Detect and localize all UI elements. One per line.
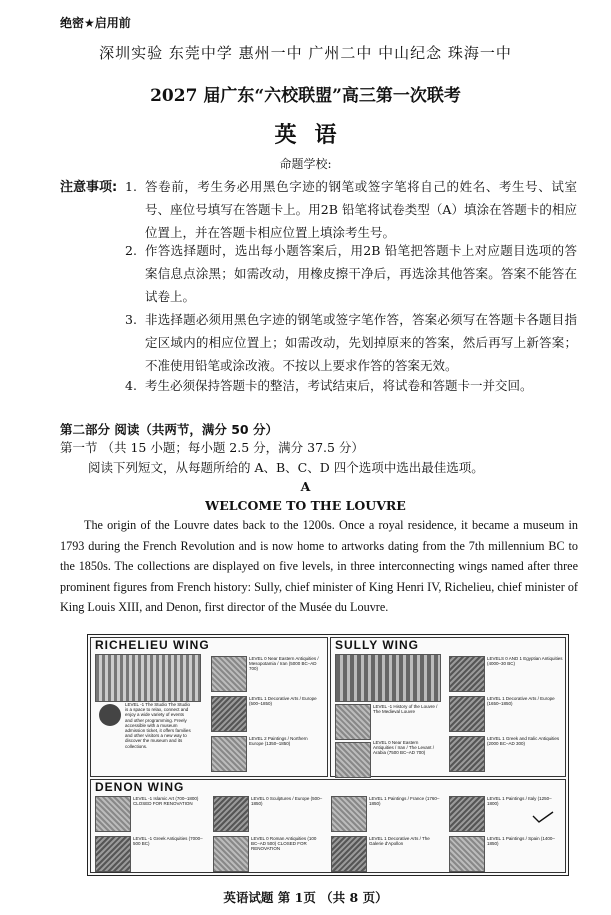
artwork-image — [449, 656, 485, 692]
passage-text: The origin of the Louvre dates back to the 1200s. Once a royal residence, it became a museum in 1793 during the French Revolution and is now home to artworks dating from the 7th millennium BC to the 1850s. The collections are displayed on five levels, in three interconnecting wings named after three prominent figures from French history: Sully, chief minister of King Henri IV, Richelieu, chief minister of King Louis XIII, and Denon, first director of the Musée du Louvre. — [60, 518, 578, 614]
artwork-image — [335, 742, 371, 778]
passage-letter: A — [300, 479, 311, 494]
artwork-image — [335, 704, 371, 740]
artwork-image — [213, 796, 249, 832]
artwork-image — [331, 796, 367, 832]
note-text: 答卷前，考生务必用黑色字迹的钢笔或签字笔将自己的姓名、考生号、试室号、座位号填写在答题卡上。用2B 铅笔将试卷类型（A）填涂在答题卡的相应位置上，并在答题卡相应位置上填涂考生号。 — [145, 179, 577, 240]
level-entry: LEVEL 0 Near Eastern Antiquities / Iran / The Levant / Arabia (7500 BC–AD 700) — [373, 740, 434, 756]
richelieu-building-image — [95, 654, 201, 702]
artwork-image — [211, 696, 247, 732]
section-heading: 第二部分 阅读（共两节，满分 50 分） — [60, 422, 278, 437]
louvre-map — [87, 634, 569, 876]
level-entry: LEVEL -1 The Studio The Studio is a space to relax, connect and enjoy a wide variety of events and other programming. Freely accessible with a museum admission ticket, it offers families and other visitors a new way to discover the museum and its collections. — [125, 702, 191, 749]
artwork-image — [211, 656, 247, 692]
level-entry: LEVEL 0 Roman Antiquities (100 BC–AD 500) CLOSED FOR RENOVATION — [251, 836, 317, 852]
note-number: 2. — [125, 243, 137, 258]
passage-title: WELCOME TO THE LOUVRE — [205, 498, 406, 513]
artwork-image — [211, 736, 247, 772]
artwork-image — [95, 836, 131, 872]
level-entry: LEVEL 1 Paintings / Italy (1250–1800) — [487, 796, 552, 807]
note-item — [125, 308, 577, 377]
denon-wing-title: DENON WING — [95, 780, 185, 794]
level-entry: LEVEL 1 Paintings / France (1760–1850) — [369, 796, 440, 807]
artwork-image — [213, 836, 249, 872]
level-entry: LEVEL 0 Sculptures / Europe (500–1850) — [251, 796, 323, 807]
exam-title: 2027 届广东“六校联盟”高三第一次联考 — [150, 86, 461, 106]
note-item — [125, 175, 577, 244]
notes-label: 注意事项: — [60, 180, 118, 195]
page-footer: 英语试题 第 1页 （共 8 页） — [223, 890, 388, 905]
sully-building-image — [335, 654, 441, 702]
note-item — [125, 374, 577, 397]
school-list: 深圳实验 东莞中学 惠州一中 广州二中 中山纪念 珠海一中 — [99, 44, 512, 62]
note-text: 考生必须保持答题卡的整洁，考试结束后，将试卷和答题卡一并交回。 — [145, 378, 533, 393]
subject-title: 英语 — [274, 122, 355, 148]
confidential-mark: 绝密★启用前 — [60, 16, 131, 30]
setter-label: 命题学校: — [279, 157, 332, 171]
denon-wing — [90, 779, 566, 873]
sully-wing — [330, 637, 566, 777]
note-text: 作答选择题时，选出每小题答案后，用2B 铅笔把答题卡上对应题目选项的答案信息点涂黑；如需改动，用橡皮擦干净后，再选涂其他答案。答案不能答在试卷上。 — [145, 243, 577, 304]
richelieu-wing-title: RICHELIEU WING — [95, 638, 210, 652]
artwork-image — [449, 696, 485, 732]
richelieu-wing — [90, 637, 328, 777]
level-entry: LEVEL -1 Greek Antiquities (7000–500 BC) — [133, 836, 203, 847]
reading-instruction: 阅读下列短文，从每题所给的 A、B、C、D 四个选项中选出最佳选项。 — [88, 460, 484, 475]
level-entry: LEVEL 1 Decorative Arts / The Galerie d'Apollon — [369, 836, 430, 847]
level-entry: LEVEL 1 Decorative Arts / Europe (1650–1850) — [487, 696, 555, 707]
level-entry: LEVELS 0 AND 1 Egyptian Antiquities (4000–30 BC) — [487, 656, 563, 667]
level-entry: LEVEL 0 Near Eastern Antiquities / Mesopotamia / Iran (5000 BC–AD 700) — [249, 656, 319, 672]
note-text: 非选择题必须用黑色字迹的钢笔或签字笔作答，答案必须写在答题卡各题目指定区域内的相应位置上；如需改动，先划掉原来的答案，然后再写上新答案；不准使用铅笔或涂改液。不按以上要求作答的答案无效。 — [145, 312, 577, 373]
note-number: 1. — [125, 179, 137, 194]
subsection-heading: 第一节 （共 15 小题；每小题 2.5 分，满分 37.5 分） — [60, 440, 364, 455]
artwork-image — [449, 836, 485, 872]
level-entry: LEVEL 1 Paintings / Spain (1400–1850) — [487, 836, 555, 847]
level-entry: LEVEL 2 Paintings / Northern Europe (1350–1850) — [249, 736, 308, 747]
mona-lisa-image — [449, 796, 485, 832]
studio-icon — [99, 704, 121, 726]
artwork-image — [449, 736, 485, 772]
artwork-image — [95, 796, 131, 832]
handwritten-check-mark — [531, 810, 555, 824]
level-entry: LEVEL 1 Decorative Arts / Europe (500–1850) — [249, 696, 317, 707]
level-entry: LEVEL 1 Greek and Italic Antiquities (2000 BC–AD 300) — [487, 736, 560, 747]
level-entry: LEVEL -1 History of the Louvre / The Medieval Louvre — [373, 704, 438, 715]
artwork-image — [331, 836, 367, 872]
note-number: 3. — [125, 312, 137, 327]
note-number: 4. — [125, 378, 137, 393]
sully-wing-title: SULLY WING — [335, 638, 420, 652]
level-entry: LEVEL -1 Islamic Art (700–1800) CLOSED FOR RENOVATION — [133, 796, 199, 807]
note-item — [125, 239, 577, 308]
